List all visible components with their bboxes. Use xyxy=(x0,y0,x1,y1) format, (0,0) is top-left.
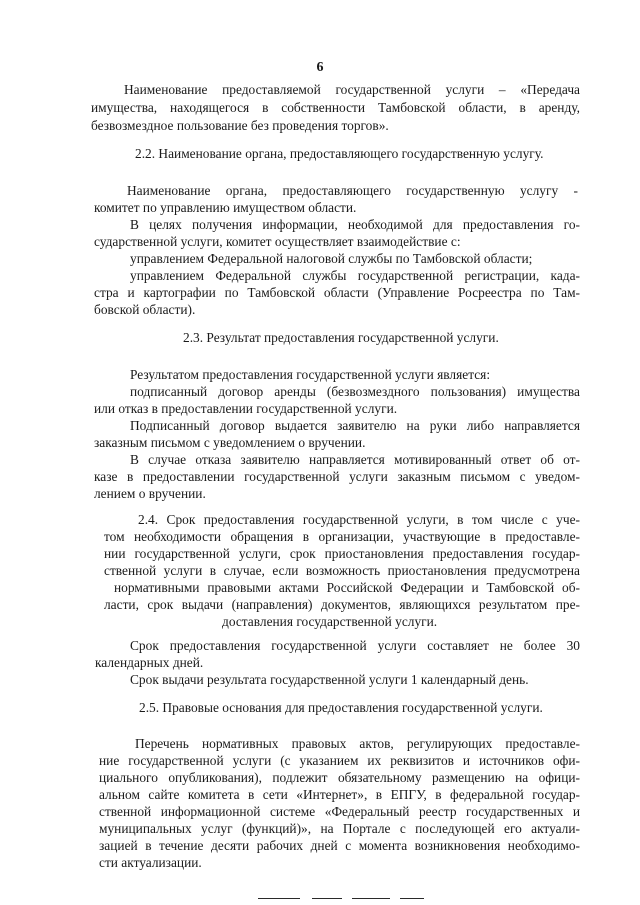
text-line: том необходимости обращения в организации, участвующие в предоставле- xyxy=(104,529,580,544)
text-line: Подписанный договор выдается заявителю на руки либо направляется xyxy=(130,418,580,433)
text-line: стра и картографии по Тамбовской области (Управление Росреестра по Там- xyxy=(94,285,580,300)
text-line: зацией в течение десяти рабочих дней с момента возникновения необходимо- xyxy=(99,838,580,853)
text-line: Результатом предоставления государственной услуги является: xyxy=(130,367,491,382)
text-line: 2.4. Срок предоставления государственной услуги, в том числе с уче- xyxy=(138,512,580,527)
text-line: 2.5. Правовые основания для предоставления государственной услуги. xyxy=(139,700,543,715)
page-number: 6 xyxy=(316,60,324,75)
scan-artifact xyxy=(258,898,300,899)
text-line: календарных дней. xyxy=(95,655,204,670)
text-line: нии государственной услуги, срок приостановления предоставления государ- xyxy=(104,546,580,561)
text-line: заказным письмом с уведомлением о вручении. xyxy=(94,435,366,450)
text-line: безвозмездное пользование без проведения торгов». xyxy=(91,118,389,133)
text-line: или отказ в предоставлении государственной услуги. xyxy=(94,401,398,416)
text-line: Срок предоставления государственной услуги составляет не более 30 xyxy=(130,638,580,653)
scan-artifact xyxy=(352,898,390,899)
text-line: бовской области). xyxy=(94,302,196,317)
text-line: Наименование органа, предоставляющего государственную услугу - xyxy=(127,183,578,198)
scan-artifact xyxy=(400,898,424,899)
text-line: Перечень нормативных правовых актов, регулирующих предоставле- xyxy=(135,736,580,751)
text-line: В случае отказа заявителю направляется мотивированный ответ об от- xyxy=(130,452,580,467)
text-line: комитет по управлению имуществом области. xyxy=(94,200,357,215)
text-line: В целях получения информации, необходимой для предоставления го- xyxy=(130,217,580,232)
text-line: Срок выдачи результата государственной услуги 1 календарный день. xyxy=(130,672,529,687)
text-line: доставления государственной услуги. xyxy=(222,614,438,629)
text-line: имущества, находящегося в собственности Тамбовской области, в аренду, xyxy=(91,100,580,115)
text-line: Наименование предоставляемой государственной услуги – «Передача xyxy=(124,82,580,97)
scan-artifact xyxy=(312,898,342,899)
text-line: 2.3. Результат предоставления государственной услуги. xyxy=(183,330,499,345)
text-line: управлением Федеральной налоговой службы по Тамбовской области; xyxy=(130,251,533,266)
text-line: управлением Федеральной службы государственной регистрации, када- xyxy=(130,268,580,283)
text-line: сти актуализации. xyxy=(99,855,202,870)
text-line: подписанный договор аренды (безвозмездного пользования) имущества xyxy=(130,384,580,399)
text-line: 2.2. Наименование органа, предоставляющего государственную услугу. xyxy=(135,146,544,161)
text-line: нормативными правовыми актами Российской Федерации и Тамбовской об- xyxy=(114,580,580,595)
text-line: ственной информационной системе «Федеральный реестр государственных и xyxy=(99,804,580,819)
text-line: казе в предоставлении государственной услуги заказным письмом с уведом- xyxy=(94,469,580,484)
text-line: сударственной услуги, комитет осуществляет взаимодействие с: xyxy=(94,234,461,249)
text-line: ственной услуги в случае, если возможность приостановления предусмотрена xyxy=(104,563,580,578)
text-line: альном сайте комитета в сети «Интернет», в ЕПГУ, в федеральной государ- xyxy=(99,787,580,802)
text-line: ние государственной услуги (с указанием их реквизитов и источников офи- xyxy=(99,753,580,768)
text-line: ласти, срок выдачи (направления) документов, являющихся результатом пре- xyxy=(104,597,580,612)
text-line: муниципальных услуг (функций)», на Портале с последующей его актуали- xyxy=(99,821,580,836)
text-line: лением о вручении. xyxy=(94,486,206,501)
text-line: циального опубликования), подлежит обязательному размещению на офици- xyxy=(99,770,580,785)
